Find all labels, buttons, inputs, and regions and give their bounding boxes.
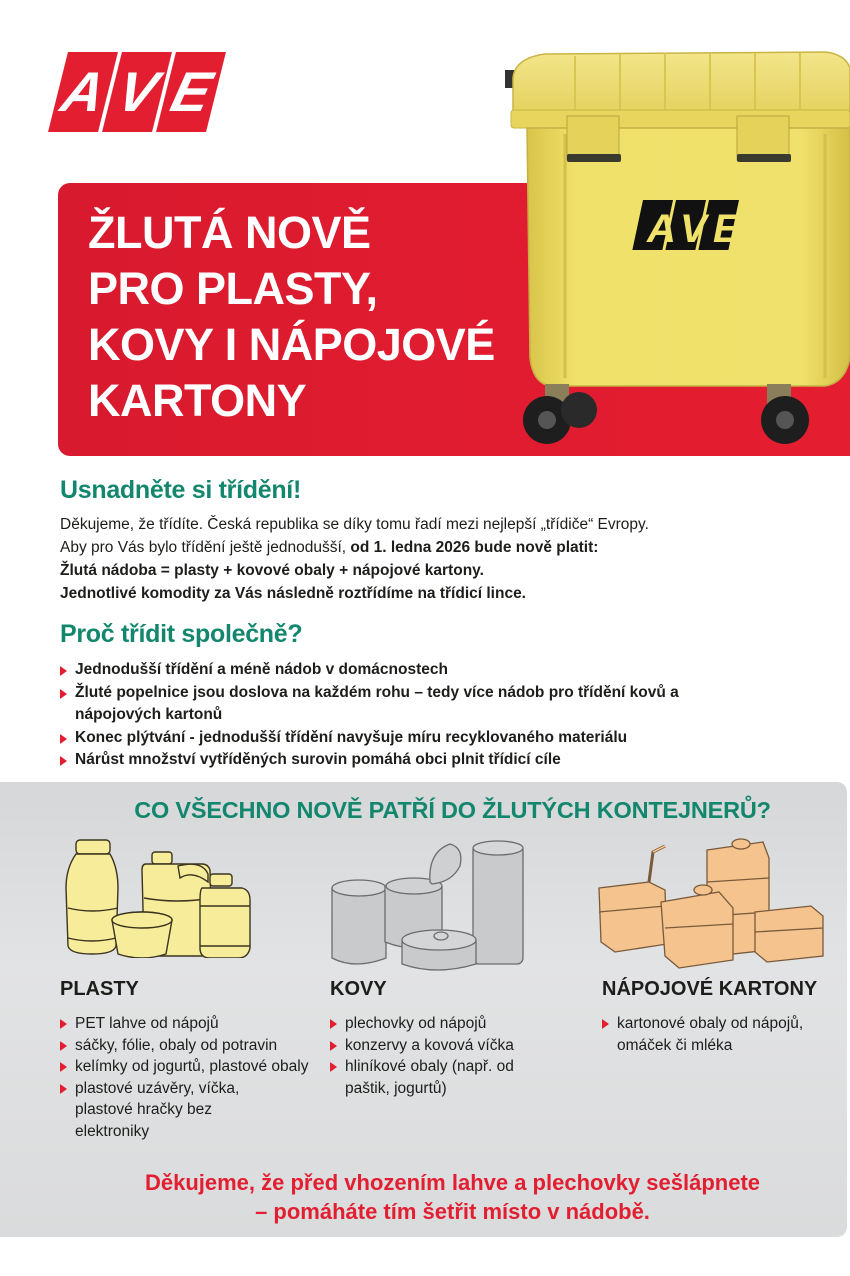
list-item	[60, 682, 720, 727]
hero-title-line: ŽLUTÁ NOVĚ	[88, 207, 371, 258]
list-item-text: konzervy a kovová víčka	[345, 1036, 514, 1054]
intro-heading: Usnadněte si třídění!	[60, 476, 301, 504]
list-item	[330, 1035, 560, 1057]
beverage-cartons-icon	[595, 832, 827, 972]
category-list-kovy	[330, 1013, 560, 1099]
closing-line: Děkujeme, že před vhozením lahve a plechovky sešlápnete	[144, 1170, 761, 1195]
category-list-napojove-kartony	[602, 1013, 842, 1056]
hero-title-line: KOVY I NÁPOJOVÉ	[88, 319, 495, 370]
closing-note	[0, 1168, 850, 1226]
list-item-text: kelímky od jogurtů, plastové obaly	[75, 1058, 309, 1075]
reasons-heading: Proč třídit společně?	[60, 620, 303, 648]
bullet-icon	[330, 1062, 337, 1072]
list-item-text: Nárůst množství vytříděných surovin pomáhá obci plnit třídicí cíle	[75, 751, 561, 768]
list-item-text: hliníkové obaly (např. od paštik, jogurtů)	[345, 1058, 514, 1097]
list-item	[60, 749, 780, 772]
bullet-icon	[60, 1084, 67, 1094]
intro-line-equation: Žlutá nádoba = plasty + kovové obaly + nápojové kartony.	[60, 562, 484, 579]
logo-letter: V	[111, 60, 164, 123]
category-title-plasty: PLASTY	[60, 978, 139, 1000]
logo-letter: A	[55, 60, 111, 123]
bullet-icon	[60, 734, 67, 744]
intro-line-regular: Aby pro Vás bylo třídění ještě jednodušší,	[60, 539, 351, 556]
list-item	[60, 659, 780, 682]
list-item-text: Žluté popelnice jsou doslova na každém rohu – tedy více nádob pro třídění kovů a nápojových kartonů	[75, 683, 679, 723]
svg-text:V: V	[680, 207, 707, 251]
bullet-icon	[60, 1019, 67, 1029]
list-item	[60, 727, 780, 750]
list-item-text: kartonové obaly od nápojů, omáček či mléka	[617, 1015, 804, 1054]
list-item	[60, 1078, 275, 1143]
svg-text:A: A	[647, 207, 676, 251]
bullet-icon	[330, 1041, 337, 1051]
bullet-icon	[60, 1041, 67, 1051]
bullet-icon	[602, 1019, 609, 1029]
bullet-icon	[60, 689, 67, 699]
intro-line	[60, 536, 800, 559]
list-item-text: PET lahve od nápojů	[75, 1015, 219, 1032]
list-item	[330, 1013, 560, 1035]
list-item	[330, 1056, 545, 1099]
list-item-text: sáčky, fólie, obaly od potravin	[75, 1036, 278, 1054]
ave-logo	[55, 52, 218, 132]
bullet-icon	[60, 1062, 67, 1072]
list-item-text: Jednodušší třídění a méně nádob v domácnostech	[75, 661, 448, 678]
logo-letter: E	[165, 60, 218, 123]
bullet-icon	[330, 1019, 337, 1029]
list-item	[60, 1035, 315, 1057]
intro-line: Jednotlivé komodity za Vás následně roztřídíme na třídicí lince.	[60, 585, 526, 602]
hero-title	[88, 205, 528, 429]
intro-text	[60, 513, 800, 605]
panel-heading: CO VŠECHNO NOVĚ PATŘÍ DO ŽLUTÝCH KONTEJNERŮ?	[134, 797, 771, 823]
intro-line: Děkujeme, že třídíte. Česká republika se díky tomu řadí mezi nejlepší „třídiče“ Evropy.	[60, 516, 649, 533]
category-list-plasty	[60, 1013, 315, 1142]
list-item	[602, 1013, 842, 1056]
list-item	[60, 1056, 315, 1078]
category-title-napojove-kartony: NÁPOJOVÉ KARTONY	[602, 978, 818, 1000]
bullet-icon	[60, 756, 67, 766]
list-item-text: plastové uzávěry, víčka, plastové hračky bez elektroniky	[75, 1079, 240, 1140]
metal-cans-icon	[330, 838, 530, 973]
list-item-text: Konec plýtvání - jednodušší třídění navyšuje míru recyklovaného materiálu	[75, 728, 628, 746]
plastic-bottles-icon	[62, 838, 267, 958]
svg-text:E: E	[713, 207, 740, 251]
bin-logo	[632, 200, 741, 251]
category-title-kovy: KOVY	[330, 978, 387, 1000]
list-item-text: plechovky od nápojů	[345, 1015, 487, 1032]
hero-title-line: KARTONY	[88, 375, 307, 426]
bullet-icon	[60, 666, 67, 676]
yellow-bin-icon	[505, 48, 850, 448]
reasons-list	[60, 659, 780, 772]
hero-title-line: PRO PLASTY,	[88, 263, 378, 314]
list-item	[60, 1013, 315, 1035]
intro-line-date: od 1. ledna 2026 bude nově platit:	[350, 539, 599, 556]
closing-line: – pomáháte tím šetřit místo v nádobě.	[255, 1199, 650, 1224]
